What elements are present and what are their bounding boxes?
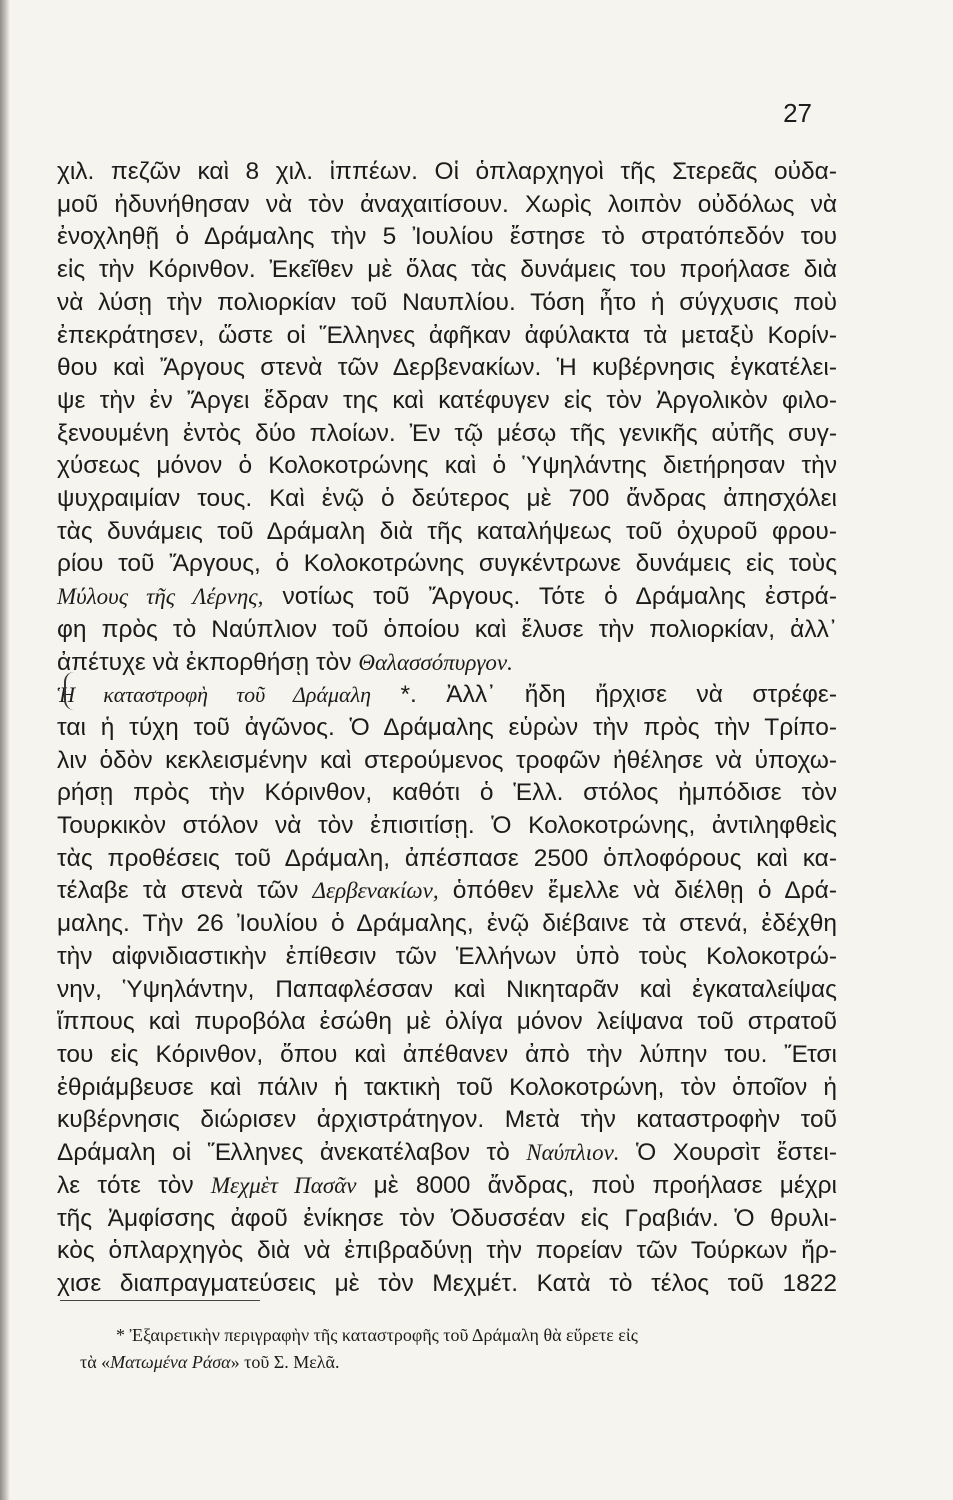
text-line: ἵππους καὶ πυροβόλα ἐσώθη μὲ ὀλίγα μόνον λείψανα τοῦ στρατοῦ <box>57 1008 837 1036</box>
text-line <box>57 1170 837 1203</box>
text-run: Δράμαλη οἱ Ἕλληνες ἀνεκατέλαβον τὸ <box>57 1139 527 1167</box>
text-run: νοτίως τοῦ Ἄργους. Τότε ὁ Δράμαλης ἐστρά- <box>263 583 837 611</box>
binding-edge <box>0 0 10 1500</box>
text-line: ρίου τοῦ Ἄργους, ὁ Κολοκοτρώνης συγκέντρωνε δυνάμεις εἰς τοὺς <box>57 550 837 578</box>
text-line: τὰς δυνάμεις τοῦ Δράμαλη διὰ τῆς καταλήψεως τοῦ ὀχυροῦ φρου- <box>57 517 837 545</box>
text-line: κυβέρνησις διώρισεν ἀρχιστράτηγον. Μετὰ τὴν καταστροφὴν τοῦ <box>57 1106 837 1134</box>
text-line: ρήσῃ πρὸς τὴν Κόρινθον, καθότι ὁ Ἑλλ. στόλος ἠμπόδισε τὸν <box>57 779 837 807</box>
text-line: του εἰς Κόρινθον, ὅπου καὶ ἀπέθανεν ἀπὸ τὴν λύπην του. Ἔτσι <box>57 1040 837 1068</box>
text-line: ψυχραιμίαν τους. Καὶ ἐνῷ ὁ δεύτερος μὲ 700 ἄνδρας ἀπησχόλει <box>57 485 837 513</box>
place-name-italic: Μύλους τῆς Λέρνης, <box>57 584 264 610</box>
place-name-italic: Ναύπλιον. <box>526 1140 620 1166</box>
place-name-italic: Θαλασσόπυργον. <box>358 649 513 675</box>
footnote-line <box>80 1349 840 1376</box>
text-line: εἰς τὴν Κόρινθον. Ἐκεῖθεν μὲ ὅλας τὰς δυνάμεις του προήλασε διὰ <box>57 256 837 284</box>
text-line: ξενουμένη ἐντὸς δύο πλοίων. Ἐν τῷ μέσῳ τῆς γενικῆς αὐτῆς συγ- <box>57 419 837 447</box>
text-line: τὰς προθέσεις τοῦ Δράμαλη, ἀπέσπασε 2500 ὁπλοφόρους καὶ κα- <box>57 844 837 872</box>
text-line: χιλ. πεζῶν καὶ 8 χιλ. ἱππέων. Οἱ ὁπλαρχηγοὶ τῆς Στερεᾶς οὐδα- <box>57 158 837 185</box>
text-line: νην, Ὑψηλάντην, Παπαφλέσσαν καὶ Νικηταρᾶν καὶ ἐγκαταλείψας <box>57 975 837 1003</box>
text-line: χύσεως μόνον ὁ Κολοκοτρώνης καὶ ὁ Ὑψηλάντης διετήρησαν τὴν <box>57 452 837 480</box>
text-line <box>57 679 837 712</box>
text-run: τὰ « <box>80 1352 111 1372</box>
text-line: θου καὶ Ἄργους στενὰ τῶν Δερβενακίων. Ἡ κυβέρνησις ἐγκατέλει- <box>57 354 837 382</box>
text-line: λιν ὁδὸν κεκλεισμένην καὶ στερούμενος τροφῶν ἠθέλησε νὰ ὑποχω- <box>57 746 837 774</box>
person-name-italic: Μεχμὲτ Πασᾶν <box>210 1172 357 1198</box>
body-text <box>57 156 837 1301</box>
footnote-line: * Ἐξαιρετικὴν περιγραφὴν τῆς καταστροφῆς τοῦ Δράμαλη θὰ εὕρετε εἰς <box>116 1325 638 1345</box>
place-name-italic: Δερβενακίων, <box>312 878 439 904</box>
text-line: ἐπεκράτησεν, ὥστε οἱ Ἕλληνες ἀφῆκαν ἀφύλακτα τὰ μεταξὺ Κορίν- <box>57 321 837 349</box>
text-run: λε τότε τὸν <box>57 1171 211 1199</box>
text-line: φη πρὸς τὸ Ναύπλιον τοῦ ὁποίου καὶ ἔλυσε τὴν πολιορκίαν, ἀλλ᾽ <box>57 615 837 643</box>
text-line <box>57 1137 837 1170</box>
section-heading: Ἡ καταστροφὴ τοῦ Δράμαλη <box>57 682 372 708</box>
text-run: μὲ 8000 ἄνδρας, ποὺ προήλασε μέχρι <box>356 1171 837 1199</box>
text-line: ἐνοχληθῇ ὁ Δράμαλης τὴν 5 Ἰουλίου ἔστησε τὸ στρατόπεδόν του <box>57 223 837 251</box>
text-run: τέλαβε τὰ στενὰ τῶν <box>57 877 313 905</box>
text-line: ψε τὴν ἐν Ἄργει ἕδραν της καὶ κατέφυγεν εἰς τὸν Ἀργολικὸν φιλο- <box>57 386 837 414</box>
text-line: κὸς ὁπλαρχηγὸς διὰ νὰ ἐπιβραδύνῃ τὴν πορείαν τῶν Τούρκων ἤρ- <box>57 1237 837 1265</box>
text-run: » τοῦ Σ. Μελᾶ. <box>230 1352 340 1372</box>
footnote-divider <box>60 1300 260 1301</box>
book-title-italic: Ματωμένα Ράσα <box>110 1352 231 1372</box>
text-line: τῆς Ἀμφίσσης ἀφοῦ ἐνίκησε τὸν Ὀδυσσέαν εἰς Γραβιάν. Ὁ θρυλι- <box>57 1204 837 1232</box>
text-line <box>57 581 837 614</box>
text-line: τὴν αἰφνιδιαστικὴν ἐπίθεσιν τῶν Ἑλλήνων ὑπὸ τοὺς Κολοκοτρώ- <box>57 942 837 970</box>
text-run: ὁπόθεν ἔμελλε νὰ διέλθῃ ὁ Δρά- <box>438 877 838 905</box>
text-run: *. Ἀλλ᾽ ἤδη ἤρχισε νὰ στρέφε- <box>371 681 837 709</box>
text-line: χισε διαπραγματεύσεις μὲ τὸν Μεχμέτ. Κατὰ τὸ τέλος τοῦ 1822 <box>57 1269 837 1297</box>
text-line: ἐθριάμβευσε καὶ πάλιν ἡ τακτικὴ τοῦ Κολοκοτρώνη, τὸν ὁποῖον ἡ <box>57 1073 837 1101</box>
margin-pencil-mark <box>64 672 88 710</box>
text-line: μαλης. Τὴν 26 Ἰουλίου ὁ Δράμαλης, ἐνῷ διέβαινε τὰ στενά, ἐδέχθη <box>57 910 837 938</box>
text-line: νὰ λύσῃ τὴν πολιορκίαν τοῦ Ναυπλίου. Τόση ἦτο ἡ σύγχυσις ποὺ <box>57 288 837 316</box>
text-line: ται ἡ τύχη τοῦ ἀγῶνος. Ὁ Δράμαλης εὑρὼν τὴν πρὸς τὴν Τρίπο- <box>57 713 837 741</box>
text-line: μοῦ ἠδυνήθησαν νὰ τὸν ἀναχαιτίσουν. Χωρὶς λοιπὸν οὐδόλως νὰ <box>57 190 837 218</box>
text-line: Τουρκικὸν στόλον νὰ τὸν ἐπισιτίσῃ. Ὁ Κολοκοτρώνης, ἀντιληφθεὶς <box>57 812 837 840</box>
text-run: ἀπέτυχε νὰ ἐκπορθήσῃ τὸν <box>57 648 359 676</box>
text-run: Ὁ Χουρσὶτ ἔστει- <box>619 1139 837 1167</box>
text-line <box>57 875 837 908</box>
footnote <box>80 1322 840 1376</box>
page-number: 27 <box>783 98 812 128</box>
text-line <box>57 647 837 680</box>
